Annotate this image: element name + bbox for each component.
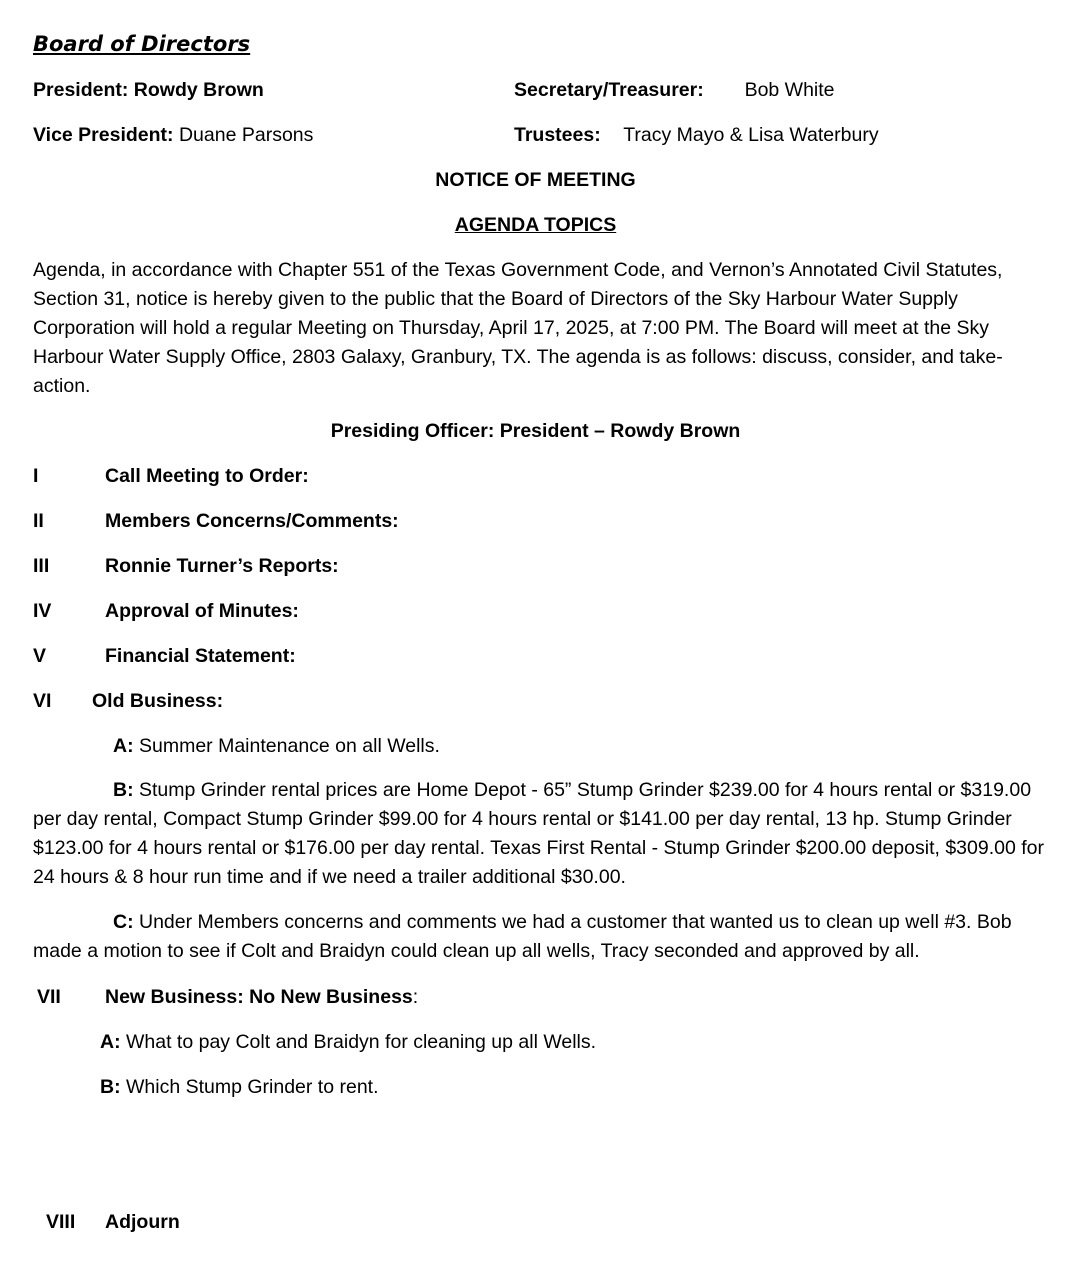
agenda-item-label: Members Concerns/Comments: <box>105 510 399 532</box>
sub-item-label: A: <box>100 1031 121 1053</box>
sub-item-label: B: <box>100 1076 121 1098</box>
agenda-item-label: Old Business: <box>92 690 224 712</box>
sub-item-label: B: <box>113 779 134 801</box>
sub-item-text: Stump Grinder rental prices are Home Depot - 65” Stump Grinder $239.00 for 4 hours rental or $319.00 per day rental, Compact Stump Grinder $99.00 for 4 hours rental or $141.00 per day rental, 13 hp. Stump Grinder $123.00 for 4 hours rental or $176.00 per day rental. Texas First Rental - Stump Grinder $200.00 deposit, $309.00 for 24 hours & 8 hour run time and if we need a trailer additional $30.00. <box>33 779 1044 888</box>
agenda-item-number: V <box>33 645 47 667</box>
board-title: Board of Directors <box>33 32 251 56</box>
old-business-b <box>33 776 1051 892</box>
new-business-b <box>100 1075 379 1099</box>
agenda-item-label: Call Meeting to Order: <box>105 465 309 487</box>
agenda-item-number: VIII <box>46 1211 76 1233</box>
agenda-item-ii <box>33 509 399 533</box>
agenda-item-iv <box>33 599 299 623</box>
president-label: President: <box>33 79 129 101</box>
sub-item-label: A: <box>113 735 134 757</box>
agenda-item-suffix: : <box>412 986 419 1008</box>
agenda-item-number: III <box>33 555 50 577</box>
secretary-name: Bob White <box>744 79 835 101</box>
agenda-item-number: VI <box>33 690 52 712</box>
vice-president-name: Duane Parsons <box>178 124 314 146</box>
trustees-label: Trustees: <box>514 124 601 146</box>
president-row <box>33 78 264 102</box>
intro-paragraph: Agenda, in accordance with Chapter 551 of the Texas Government Code, and Vernon’s Annotated Civil Statutes, Section 31, notice is hereby given to the public that the Board of Directors of the Sky Harbour Water Supply Corporation will hold a regular Meeting on Thursday, April 17, 2025, at 7:00 PM. The Board will meet at the Sky Harbour Water Supply Office, 2803 Galaxy, Granbury, TX. The agenda is as follows: discuss, consider, and take-action. <box>33 259 1003 397</box>
agenda-title-row <box>0 213 1071 237</box>
agenda-item-vi <box>33 689 223 713</box>
agenda-title: AGENDA TOPICS <box>454 214 617 236</box>
agenda-item-vii <box>37 985 418 1009</box>
agenda-item-number: I <box>33 465 39 487</box>
new-business-a <box>100 1030 596 1054</box>
presiding-officer: Presiding Officer: President – Rowdy Brown <box>330 420 741 442</box>
president-name: Rowdy Brown <box>133 79 264 101</box>
old-business-a <box>113 734 440 758</box>
vice-president-row <box>33 123 313 147</box>
agenda-item-number: VII <box>37 986 61 1008</box>
agenda-item-label: Financial Statement: <box>105 645 296 667</box>
agenda-item-label: Adjourn <box>105 1211 180 1233</box>
secretary-label: Secretary/Treasurer: <box>514 79 704 101</box>
vice-president-label: Vice President: <box>33 124 174 146</box>
sub-item-text: Summer Maintenance on all Wells. <box>139 735 440 757</box>
agenda-item-viii <box>46 1210 180 1234</box>
agenda-item-number: IV <box>33 600 52 622</box>
agenda-item-iii <box>33 554 339 578</box>
agenda-item-label: Approval of Minutes: <box>105 600 299 622</box>
sub-item-text: What to pay Colt and Braidyn for cleaning up all Wells. <box>126 1031 597 1053</box>
sub-item-text: Under Members concerns and comments we had a customer that wanted us to clean up well #3. Bob made a motion to see if Colt and Braidyn could clean up all wells, Tracy seconded and approved by all. <box>33 911 1012 962</box>
trustees-row <box>514 123 879 147</box>
notice-title: NOTICE OF MEETING <box>435 169 636 191</box>
sub-item-label: C: <box>113 911 134 933</box>
old-business-c <box>33 908 1051 966</box>
agenda-item-label: New Business: No New Business <box>105 986 413 1008</box>
agenda-item-label: Ronnie Turner’s Reports: <box>105 555 339 577</box>
trustees-names: Tracy Mayo & Lisa Waterbury <box>623 124 879 146</box>
secretary-row <box>514 78 835 102</box>
sub-item-text: Which Stump Grinder to rent. <box>126 1076 379 1098</box>
agenda-item-number: II <box>33 510 44 532</box>
agenda-item-v <box>33 644 296 668</box>
notice-title-row <box>0 168 1071 192</box>
presiding-officer-row <box>0 419 1071 443</box>
agenda-item-i <box>33 464 309 488</box>
